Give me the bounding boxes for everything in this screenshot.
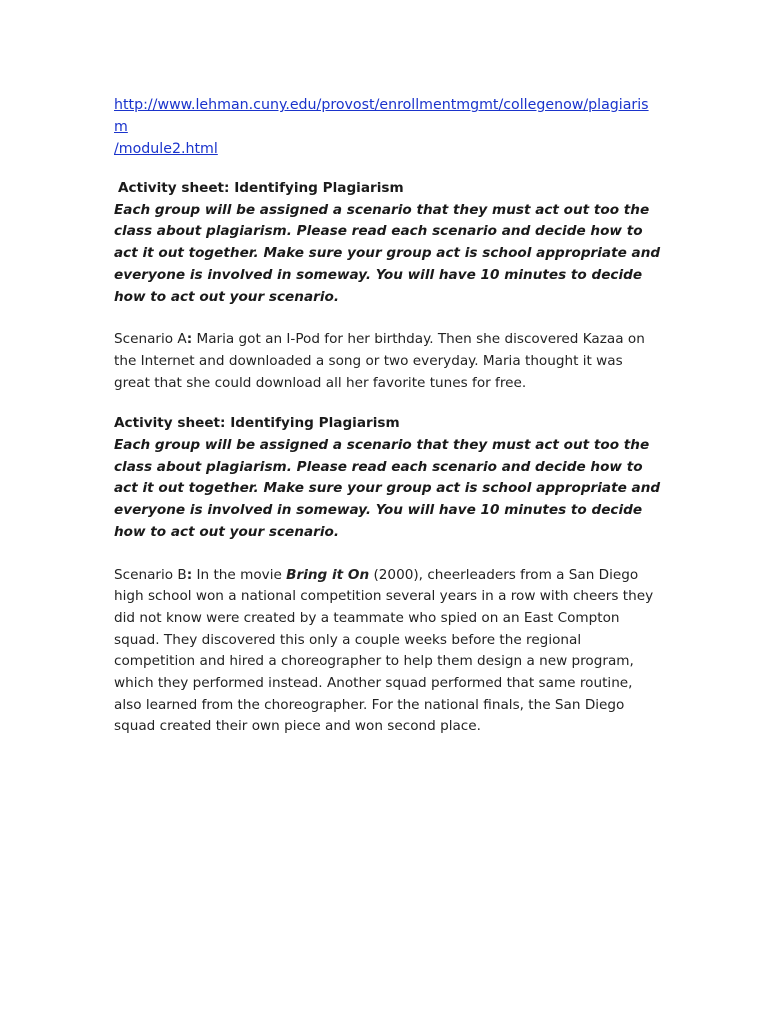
scenario-a-paragraph [114,329,662,394]
spacer [114,160,662,178]
spacer [114,308,662,329]
scenario-a-text: Maria got an I-Pod for her birthday. Then she discovered Kazaa on the Internet and downloaded a song or two everyday. Maria thought it was great that she could download all her favorite tunes for free. [114,331,645,391]
source-url-line2[interactable]: /module2.html [114,141,218,157]
document-page [114,94,662,738]
source-url-line1[interactable]: http://www.lehman.cuny.edu/provost/enrollmentmgmt/collegenow/plagiarism [114,97,649,135]
activity-sheet-heading-2: Activity sheet: Identifying Plagiarism [114,415,400,432]
activity-sheet-heading-1: Activity sheet: Identifying Plagiarism [118,180,404,196]
scenario-b-text-before-title: In the movie [192,566,287,583]
scenario-a-label: Scenario A [114,331,187,348]
scenario-b-paragraph [114,565,662,739]
spacer [114,394,662,413]
spacer [114,544,662,565]
scenario-b-colon: : [186,566,193,583]
scenario-b-movie-title: Bring it On [286,566,370,583]
activity-instructions-1: Each group will be assigned a scenario that they must act out too the class about plagiarism. Please read each scenario and decide how to act it out together. Make sure your group act is school appropriate and everyone is involved in someway. You will have 10 minutes to decide how to act out your scenario. [114,201,661,305]
scenario-a-colon: : [186,331,193,348]
activity-instructions-2: Each group will be assigned a scenario that they must act out too the class about plagiarism. Please read each scenario and decide how to act it out together. Make sure your group act is school appropriate and everyone is involved in someway. You will have 10 minutes to decide how to act out your scenario. [114,437,661,540]
scenario-b-text-after-title: (2000), cheerleaders from a San Diego high school won a national competition several years in a row with cheers they did not know were created by a teammate who spied on an East Compton squad. They discovered this only a couple weeks before the regional competition and hired a choreographer to help them design a new program, which they performed instead. Another squad performed that same routine, also learned from the choreographer. For the national finals, the San Diego squad created their own piece and won second place. [114,566,654,735]
scenario-b-label: Scenario B [114,566,187,583]
source-url-link[interactable] [114,94,662,160]
